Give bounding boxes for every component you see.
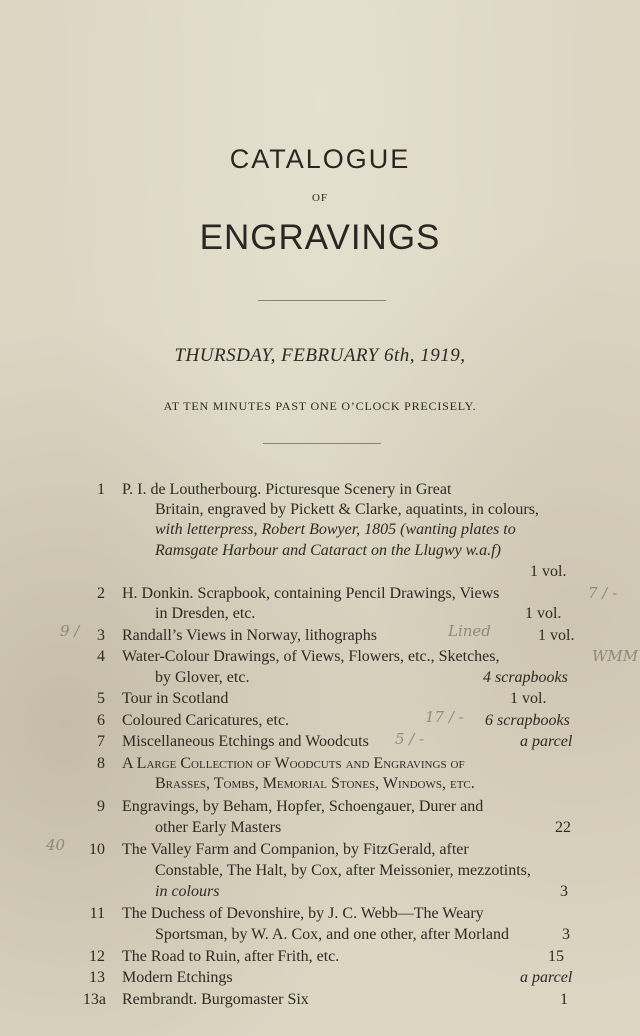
- lot-line: Sportsman, by W. A. Cox, and one other, after Morland: [155, 926, 509, 943]
- lot-number: 10: [89, 841, 105, 858]
- lot-quantity: 3: [562, 926, 570, 943]
- lot-line: Ramsgate Harbour and Cataract on the Llugwy w.a.f): [155, 542, 501, 559]
- lot-line: by Glover, etc.: [155, 669, 250, 686]
- sale-time: AT TEN MINUTES PAST ONE O’CLOCK PRECISELY.: [163, 399, 477, 413]
- lot-line: H. Donkin. Scrapbook, containing Pencil Drawings, Views: [122, 585, 500, 602]
- lot-line: Constable, The Halt, by Cox, after Meissonier, mezzotints,: [155, 862, 531, 879]
- lot-line: Miscellaneous Etchings and Woodcuts: [122, 733, 369, 750]
- lot-number: 13: [89, 969, 105, 986]
- lot-number: 6: [97, 712, 105, 729]
- lot-line: The Valley Farm and Companion, by FitzGerald, after: [122, 841, 469, 858]
- lot-quantity: 3: [560, 883, 568, 900]
- lot-number: 7: [97, 733, 105, 750]
- lot-line: The Duchess of Devonshire, by J. C. Webb—The Weary: [122, 905, 484, 922]
- lot-quantity: 1 vol.: [530, 563, 567, 580]
- lot-line: Brasses, Tombs, Memorial Stones, Windows, etc.: [155, 775, 475, 792]
- lot-line: with letterpress, Robert Bowyer, 1805 (wanting plates to: [155, 521, 516, 538]
- lot-quantity: a parcel: [520, 733, 573, 750]
- lot-quantity: a parcel: [520, 969, 573, 986]
- divider-bottom: [263, 443, 381, 444]
- divider-top: [258, 300, 386, 301]
- lot-line: P. I. de Loutherbourg. Picturesque Scenery in Great: [122, 481, 452, 498]
- lot-number: 4: [97, 648, 105, 665]
- catalogue-heading: CATALOGUE: [229, 144, 411, 174]
- lot-number: 3: [97, 627, 105, 644]
- sale-date: THURSDAY, FEBRUARY 6th, 1919,: [174, 345, 466, 366]
- lot-quantity: 22: [555, 819, 571, 836]
- handwritten-annotation: 7 / -: [588, 584, 618, 602]
- handwritten-annotation: WMM: [592, 647, 639, 665]
- lot-line: Rembrandt. Burgomaster Six: [122, 991, 309, 1008]
- handwritten-annotation: 9 /: [60, 622, 80, 640]
- lot-line: A Large Collection of Woodcuts and Engravings of: [122, 755, 465, 772]
- handwritten-annotation: 40: [46, 836, 66, 854]
- lot-number: 9: [97, 798, 105, 815]
- lot-line: Coloured Caricatures, etc.: [122, 712, 290, 729]
- lot-line: Water-Colour Drawings, of Views, Flowers, etc., Sketches,: [122, 648, 500, 665]
- lot-quantity: 15: [548, 948, 564, 965]
- lot-number: 5: [97, 690, 105, 707]
- handwritten-annotation: 5 / -: [395, 730, 425, 748]
- lot-line: The Road to Ruin, after Frith, etc.: [122, 948, 340, 965]
- lot-line: Modern Etchings: [122, 969, 233, 986]
- lot-line: Britain, engraved by Pickett & Clarke, aquatints, in colours,: [155, 501, 539, 518]
- lot-number: 12: [89, 948, 105, 965]
- lot-quantity: 4 scrapbooks: [483, 669, 568, 686]
- lot-number: 11: [89, 905, 105, 922]
- of-heading: OF: [311, 192, 329, 204]
- lot-quantity: 1 vol.: [510, 690, 547, 707]
- handwritten-annotation: 17 / -: [425, 708, 464, 726]
- lot-line: Randall’s Views in Norway, lithographs: [122, 627, 378, 644]
- engravings-heading: ENGRAVINGS: [199, 218, 441, 257]
- lot-number: 13a: [82, 991, 106, 1008]
- lot-quantity: 1 vol.: [538, 627, 575, 644]
- handwritten-annotation: Lined: [448, 622, 491, 640]
- lot-quantity: 6 scrapbooks: [485, 712, 570, 729]
- lot-number: 8: [97, 755, 105, 772]
- lot-quantity: 1: [560, 991, 568, 1008]
- lot-number: 2: [97, 585, 105, 602]
- lot-line: Engravings, by Beham, Hopfer, Schoengauer, Durer and: [122, 798, 484, 815]
- lot-line: in colours: [155, 883, 220, 900]
- lot-quantity: 1 vol.: [525, 605, 562, 622]
- lot-line: other Early Masters: [155, 819, 282, 836]
- lot-line: Tour in Scotland: [122, 690, 229, 707]
- lot-number: 1: [97, 481, 105, 498]
- lot-line: in Dresden, etc.: [155, 605, 256, 622]
